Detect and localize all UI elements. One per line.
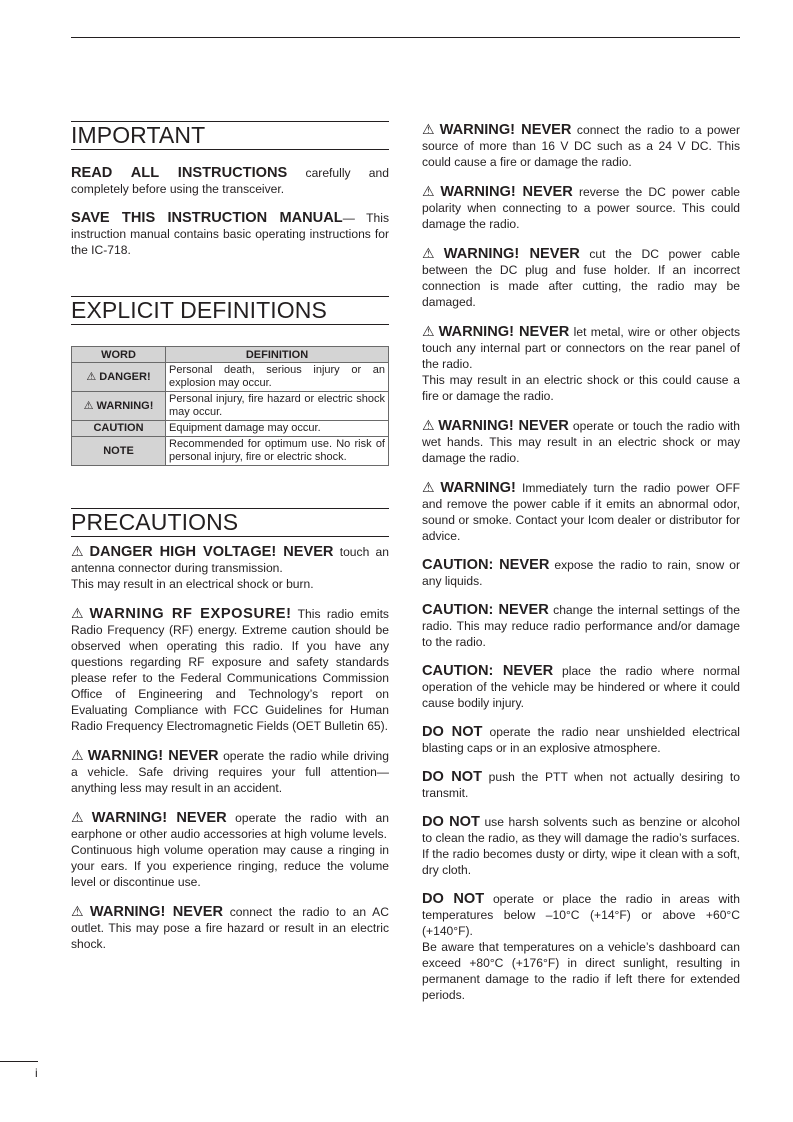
item-text: connect the radio to a power source of more than 16 V DC such as a 24 V DC. This could cause a fire or damage the radio.	[422, 123, 740, 169]
item-lead: CAUTION: NEVER	[422, 557, 550, 573]
item-text: cut the DC power cable between the DC plug and fuse holder. If an incorrect connection is made after cutting, the radio may be damaged.	[422, 247, 740, 309]
item-lead: WARNING! NEVER	[89, 904, 223, 920]
list-item	[422, 323, 740, 404]
word-column-header: WORD	[72, 347, 166, 363]
precautions-list	[71, 543, 389, 952]
item-text: operate or touch the radio with wet hands. This may result in an electric shock or may damage the radio.	[422, 419, 740, 465]
warning-triangle-icon: ⚠	[71, 543, 87, 559]
list-item	[422, 557, 740, 589]
item-text: use harsh solvents such as benzine or alcohol to clean the radio, as they will damage the radio’s surfaces. If the radio becomes dusty or dirty, wipe it clean with a soft, dry cloth.	[422, 815, 740, 877]
item-text: This radio emits Radio Frequency (RF) energy. Extreme caution should be observed when operating this radio. If you have any questions regarding RF exposure and safety standards please refer to the Federal Communications Commission Office of Engineering and Technology’s report on Evaluating Compliance with FCC Guidelines for Human Radio Frequency Electromagnetic Fields (OET Bulletin 65).	[71, 607, 389, 733]
warning-triangle-icon: ⚠	[71, 903, 87, 919]
warning-triangle-icon: ⚠	[422, 245, 441, 261]
right-column	[422, 121, 740, 1016]
definitions-table	[71, 346, 389, 466]
item-lead: WARNING! NEVER	[87, 748, 219, 764]
item-lead: WARNING RF EXPOSURE!	[89, 606, 292, 622]
list-item	[422, 891, 740, 1003]
list-item	[71, 809, 389, 890]
table-row	[72, 421, 389, 437]
table-row	[72, 437, 389, 466]
list-item	[71, 747, 389, 796]
top-rule	[71, 37, 740, 38]
table-row	[72, 392, 389, 421]
definition-text: Personal injury, fire hazard or electric shock may occur.	[166, 392, 389, 421]
warning-triangle-icon: ⚠	[422, 479, 438, 495]
warning-triangle-icon: ⚠	[422, 323, 436, 339]
warning-triangle-icon: ⚠	[422, 417, 436, 433]
definition-word: NOTE	[72, 437, 166, 466]
warning-triangle-icon: ⚠	[422, 121, 437, 137]
list-item	[422, 417, 740, 466]
list-item	[422, 724, 740, 756]
table-row	[72, 363, 389, 392]
read-instructions-lead: READ ALL INSTRUCTIONS	[71, 165, 288, 181]
page-number: i	[35, 1066, 38, 1080]
list-item	[71, 543, 389, 592]
bottom-rule	[0, 1061, 38, 1062]
item-lead: DO NOT	[422, 769, 483, 785]
list-item	[422, 663, 740, 711]
list-item	[422, 602, 740, 650]
item-text: let metal, wire or other objects touch any internal part or connectors on the rear panel of the radio. This may result in an electric shock or this could cause a fire or damage the radio.	[422, 325, 740, 403]
item-lead: DO NOT	[422, 891, 485, 907]
item-lead: CAUTION: NEVER	[422, 663, 554, 679]
item-text: operate or place the radio in areas with temperatures below –10°C (+14°F) or above +60°C (+140°F). Be aware that temperatures on a vehicle’s dashboard can exceed +80°C (+176°F) in direct sunlight, resulting in permanent damage to the radio if left there for extended periods.	[422, 892, 740, 1002]
item-lead: WARNING! NEVER	[439, 122, 572, 138]
important-heading: IMPORTANT	[71, 121, 389, 150]
definition-word: ⚠ WARNING!	[72, 392, 166, 421]
warning-triangle-icon: ⚠	[71, 747, 85, 763]
definitions-header-row	[72, 347, 389, 363]
warning-triangle-icon: ⚠	[422, 183, 438, 199]
definition-text: Recommended for optimum use. No risk of personal injury, fire or electric shock.	[166, 437, 389, 466]
definition-word: CAUTION	[72, 421, 166, 437]
item-text: place the radio where normal operation of the vehicle may be hindered or where it could cause bodily injury.	[422, 664, 740, 710]
item-text: push the PTT when not actually desiring to transmit.	[422, 770, 740, 800]
save-manual-lead: SAVE THIS INSTRUCTION MANUAL	[71, 210, 343, 226]
item-lead: WARNING! NEVER	[440, 184, 573, 200]
item-text: Immediately turn the radio power OFF and remove the power cable if it emits an abnormal odor, sound or smoke. Contact your Icom dealer or distributor for advice.	[422, 481, 740, 543]
item-text: touch an antenna connector during transmission. This may result in an electrical shock or burn.	[71, 545, 389, 591]
item-lead: WARNING!	[440, 480, 516, 496]
item-text: operate the radio while driving a vehicle. Safe driving requires your full attention—anything less may result in an accident.	[71, 749, 389, 795]
save-manual-text: — This instruction manual contains basic operating instructions for the IC-718.	[71, 211, 389, 257]
save-manual-paragraph	[71, 210, 389, 258]
item-text: connect the radio to an AC outlet. This may pose a fire hazard or result in an electric shock.	[71, 905, 389, 951]
item-lead: WARNING! NEVER	[91, 810, 227, 826]
item-lead: WARNING! NEVER	[438, 418, 569, 434]
item-lead: DO NOT	[422, 724, 483, 740]
item-lead: DO NOT	[422, 814, 480, 830]
item-lead: DANGER HIGH VOLTAGE! NEVER	[89, 544, 334, 560]
left-column	[71, 121, 389, 965]
item-text: operate the radio near unshielded electrical blasting caps or in an explosive atmosphere.	[422, 725, 740, 755]
precautions-heading: PRECAUTIONS	[71, 508, 389, 537]
definition-word: ⚠ DANGER!	[72, 363, 166, 392]
item-lead: WARNING! NEVER	[443, 246, 580, 262]
item-text: expose the radio to rain, snow or any liquids.	[422, 558, 740, 588]
warning-triangle-icon: ⚠	[71, 605, 87, 621]
list-item	[422, 769, 740, 801]
list-item	[71, 903, 389, 952]
item-lead: WARNING! NEVER	[438, 324, 570, 340]
read-instructions-paragraph	[71, 165, 389, 197]
definition-text: Equipment damage may occur.	[166, 421, 389, 437]
list-item	[422, 121, 740, 170]
definition-column-header: DEFINITION	[166, 347, 389, 363]
list-item	[422, 479, 740, 544]
item-text: reverse the DC power cable polarity when connecting to a power source. This could damage the radio.	[422, 185, 740, 231]
definition-text: Personal death, serious injury or an explosion may occur.	[166, 363, 389, 392]
list-item	[422, 814, 740, 878]
item-lead: CAUTION: NEVER	[422, 602, 549, 618]
item-text: operate the radio with an earphone or other audio accessories at high volume levels. Continuous high volume operation may cause a ringing in your ears. If you experience ringing, reduce the volume level or discontinue use.	[71, 811, 389, 889]
read-instructions-text: carefully and completely before using the transceiver.	[71, 166, 389, 196]
list-item	[422, 183, 740, 232]
list-item	[71, 605, 389, 734]
warning-triangle-icon: ⚠	[71, 809, 89, 825]
definitions-heading: EXPLICIT DEFINITIONS	[71, 296, 389, 325]
list-item	[422, 245, 740, 310]
item-text: change the internal settings of the radio. This may reduce radio performance and/or damage to the radio.	[422, 603, 740, 649]
